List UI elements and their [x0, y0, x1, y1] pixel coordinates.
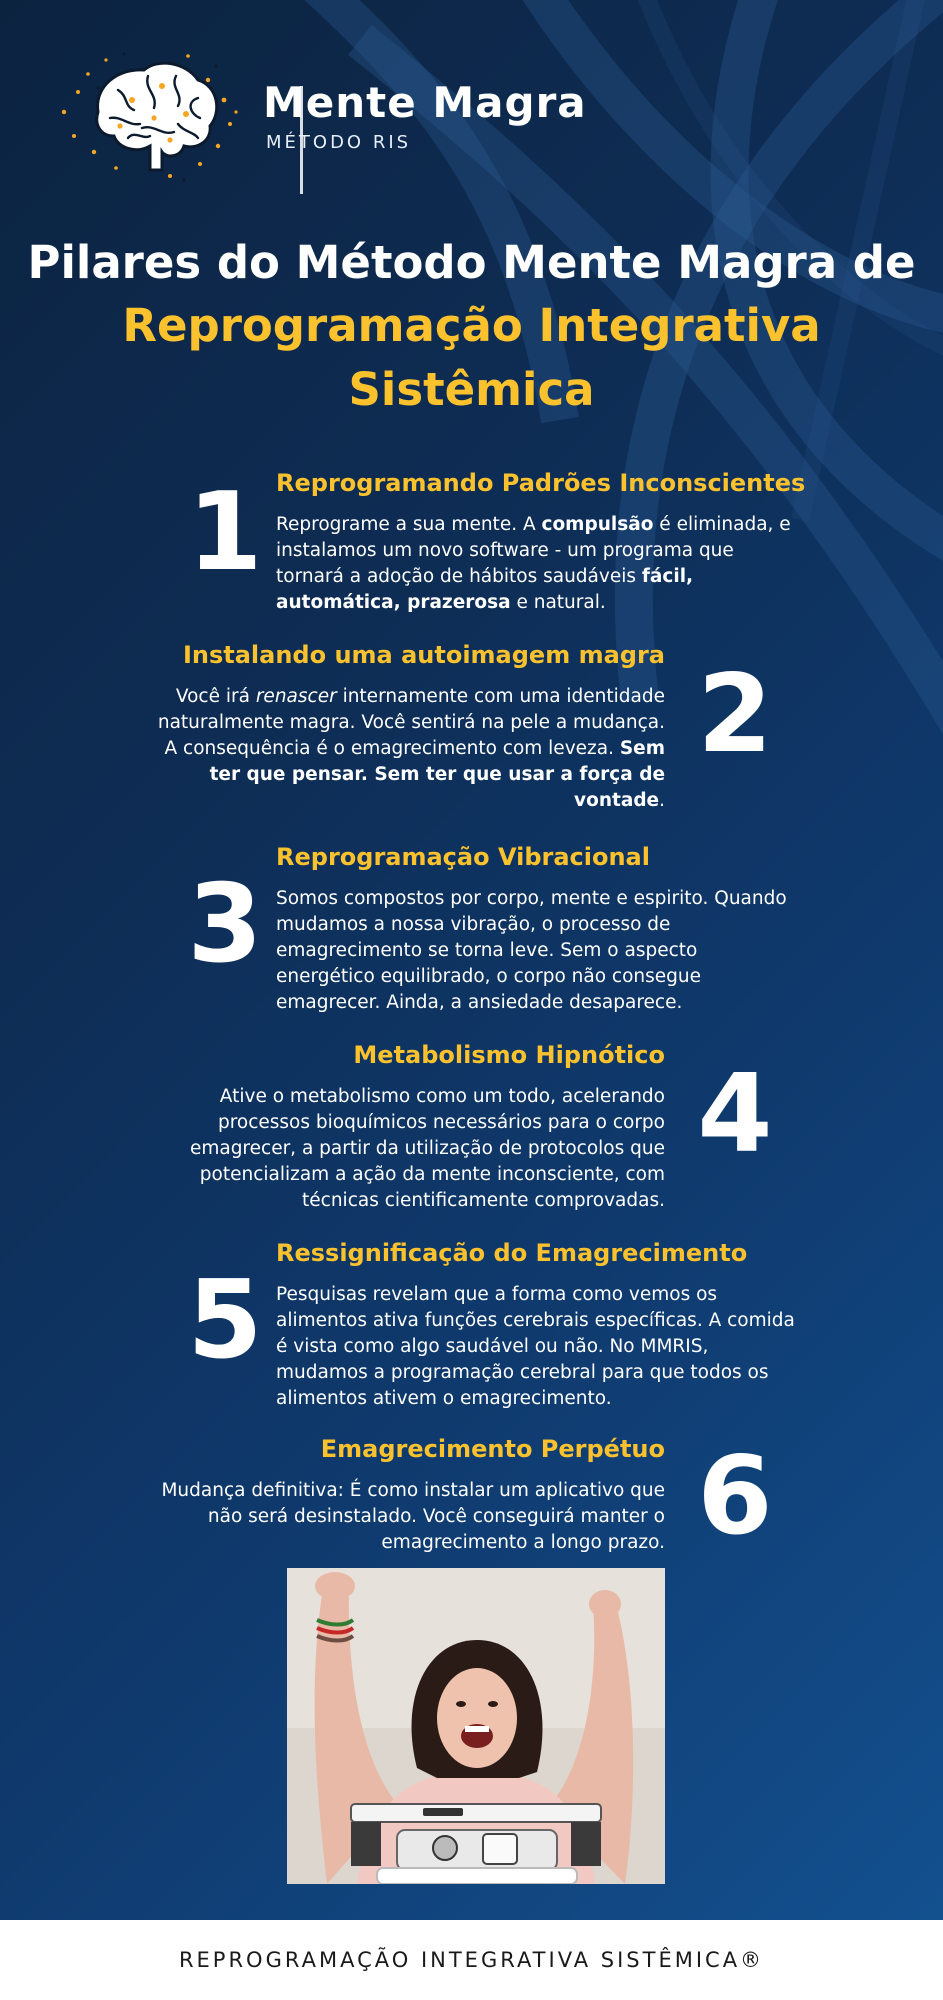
brand-logo [58, 40, 587, 190]
footer [0, 1920, 943, 2000]
pillar-number: 6 [697, 1434, 773, 1559]
pillar-heading: Reprogramando Padrões Inconscientes [276, 469, 806, 497]
page-title [20, 232, 923, 422]
photo-illustration [287, 1568, 665, 1884]
pillar-heading: Instalando uma autoimagem magra [182, 641, 665, 669]
pillar-heading: Metabolismo Hipnótico [353, 1041, 665, 1069]
brand-name: Mente Magra [263, 78, 587, 127]
pillar-body: Somos compostos por corpo, mente e espirito. Quando mudamos a nossa vibração, o processo de emagrecimento se torna leve. Sem o aspecto energético equilibrado, o corpo não consegue emagrecer. Ainda, a ansiedade desaparece. [276, 888, 787, 1013]
title-line-3: Sistêmica [348, 363, 595, 416]
title-line-2: Reprogramação Integrativa [122, 299, 821, 352]
pillar-heading: Reprogramação Vibracional [276, 843, 650, 871]
woman-on-scale-photo [287, 1568, 665, 1884]
pillar-number: 4 [697, 1052, 773, 1177]
pillar-body: Reprograme a sua mente. A compulsão é eliminada, e instalamos um novo software - um programa que tornará a adoção de hábitos saudáveis fácil, automática, prazerosa e natural. [276, 514, 791, 613]
pillar-heading: Ressignificação do Emagrecimento [276, 1239, 748, 1267]
pillar-number: 3 [187, 862, 263, 987]
pillar-number: 1 [187, 470, 263, 595]
brain-icon [58, 40, 243, 190]
brand-subtitle: MÉTODO RIS [266, 132, 412, 153]
pillar-heading: Emagrecimento Perpétuo [320, 1435, 665, 1463]
pillar-body: Você irá renascer internamente com uma identidade naturalmente magra. Você sentirá na pele a mudança. A consequência é o emagrecimento com leveza. Sem ter que pensar. Sem ter que usar a força de vontade. [157, 686, 665, 811]
pillar-number: 5 [187, 1258, 263, 1383]
pillar-body: Pesquisas revelam que a forma como vemos os alimentos ativa funções cerebrais específicas. A comida é vista como algo saudável ou não. No MMRIS, mudamos a programação cerebral para que todos os alimentos ativem o emagrecimento. [276, 1284, 795, 1409]
pillar-body: Mudança definitiva: É como instalar um aplicativo que não será desinstalado. Você conseguirá manter o emagrecimento a longo prazo. [161, 1480, 665, 1553]
footer-text: REPROGRAMAÇÃO INTEGRATIVA SISTÊMICA® [178, 1948, 765, 1972]
pillar-body: Ative o metabolismo como um todo, acelerando processos bioquímicos necessários para o corpo emagrecer, a partir da utilização de protocolos que potencializam a ação da mente inconsciente, com técnicas cientificamente comprovadas. [189, 1086, 665, 1211]
title-line-1: Pilares do Método Mente Magra de [27, 236, 916, 289]
pillar-number: 2 [697, 652, 773, 777]
